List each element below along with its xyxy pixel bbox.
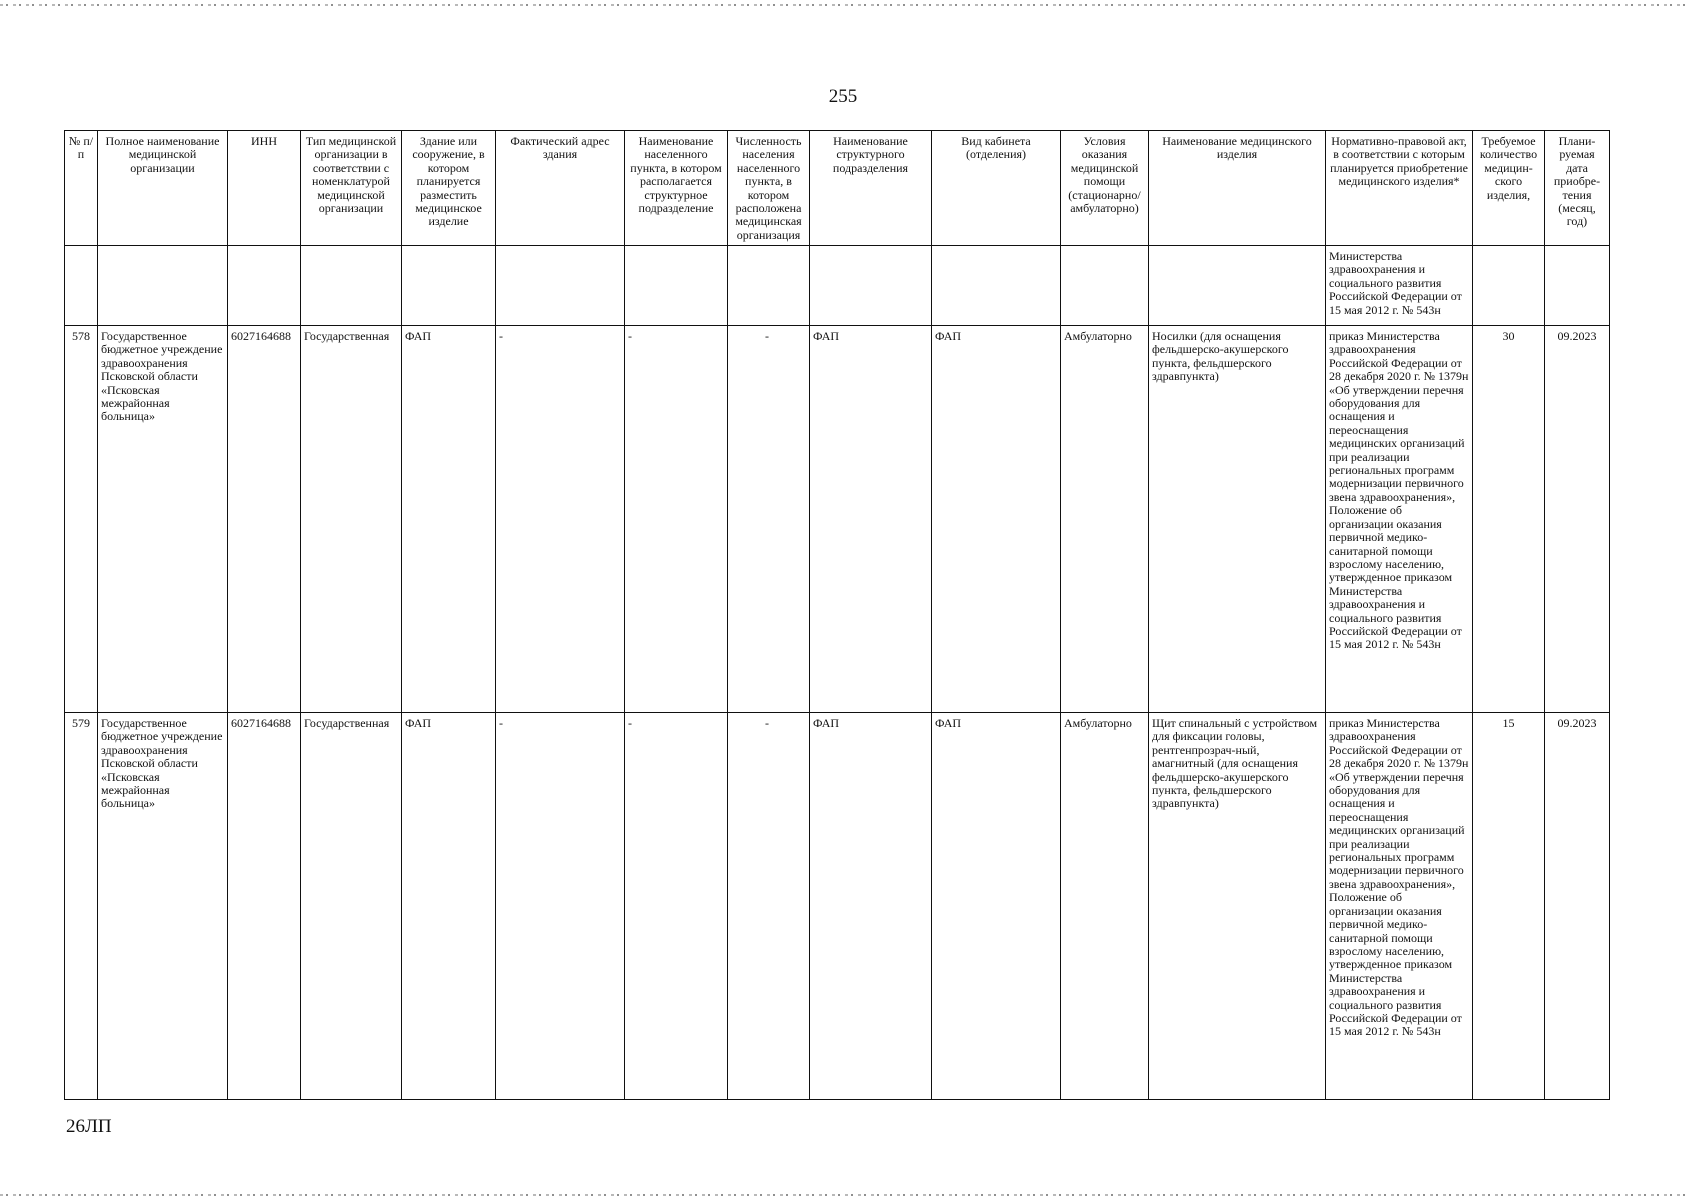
header-population: Численность населения населенного пункта, в котором расположена медицинская организация	[728, 131, 810, 246]
cell-inn: 6027164688	[228, 326, 301, 713]
cell-device: Носилки (для оснащения фельдшерско-акушерского пункта, фельдшерского здравпункта)	[1149, 326, 1326, 713]
cell-org: Государственное бюджетное учреждение здравоохранения Псковской области «Псковская межрайонная больница»	[98, 713, 228, 1100]
cell-unit: ФАП	[810, 326, 932, 713]
header-address: Фактический адрес здания	[496, 131, 625, 246]
cell-address: -	[496, 713, 625, 1100]
cell-num: 578	[65, 326, 98, 713]
cell-address: -	[496, 326, 625, 713]
header-quantity: Требуемое количество медицин-ского изделия,	[1473, 131, 1545, 246]
cell-locality: -	[625, 326, 728, 713]
header-building: Здание или сооружение, в котором планируется разместить медицинское изделие	[402, 131, 496, 246]
header-date: Плани-руемая дата приобре-тения (месяц, год)	[1545, 131, 1610, 246]
cell-date: 09.2023	[1545, 713, 1610, 1100]
cell-org: Государственное бюджетное учреждение здравоохранения Псковской области «Псковская межрайонная больница»	[98, 326, 228, 713]
cell-building: ФАП	[402, 713, 496, 1100]
cell-cabinet: ФАП	[932, 713, 1061, 1100]
cell-num: 579	[65, 713, 98, 1100]
cell-device: Щит спинальный с устройством для фиксации головы, рентгенпрозрач-ный, амагнитный (для оснащения фельдшерско-акушерского пункта, фельдшерского здравпункта)	[1149, 713, 1326, 1100]
cell-legal-act: приказ Министерства здравоохранения Российской Федерации от 28 декабря 2020 г. № 1379н «Об утверждении перечня оборудования для оснащения и переоснащения медицинских организаций при реализации региональных программ модернизации первичного звена здравоохранения», Положение об организации оказания первичной медико-санитарной помощи взрослому населению, утвержденное приказом Министерства здравоохранения и социального развития Российской Федерации от 15 мая 2012 г. № 543н	[1326, 713, 1473, 1100]
scan-bottom-edge	[0, 1194, 1686, 1196]
header-conditions: Условия оказания медицинской помощи (стационарно/ амбулаторно)	[1061, 131, 1149, 246]
cell-quantity: 30	[1473, 326, 1545, 713]
table-row-continuation	[65, 246, 1610, 326]
cell-type: Государственная	[301, 713, 402, 1100]
cell-building: ФАП	[402, 326, 496, 713]
header-org: Полное наименование медицинской организации	[98, 131, 228, 246]
document-code: 26ЛП	[66, 1116, 112, 1137]
page-number: 255	[828, 86, 858, 107]
table-header-row	[65, 131, 1610, 246]
cell-inn: 6027164688	[228, 713, 301, 1100]
cell-unit: ФАП	[810, 713, 932, 1100]
cell-locality: -	[625, 713, 728, 1100]
table-row	[65, 326, 1610, 713]
cell-date: 09.2023	[1545, 326, 1610, 713]
cell-legal-act: приказ Министерства здравоохранения Российской Федерации от 28 декабря 2020 г. № 1379н «Об утверждении перечня оборудования для оснащения и переоснащения медицинских организаций при реализации региональных программ модернизации первичного звена здравоохранения», Положение об организации оказания первичной медико-санитарной помощи взрослому населению, утвержденное приказом Министерства здравоохранения и социального развития Российской Федерации от 15 мая 2012 г. № 543н	[1326, 326, 1473, 713]
cell-conditions: Амбулаторно	[1061, 713, 1149, 1100]
header-type: Тип медицинской организации в соответствии с номенклатурой медицинской организации	[301, 131, 402, 246]
header-locality: Наименование населенного пункта, в котором располагается структурное подразделение	[625, 131, 728, 246]
continuation-legal-act: Министерства здравоохранения и социального развития Российской Федерации от 15 мая 2012 г. № 543н	[1326, 246, 1473, 326]
header-unit: Наименование структурного подразделения	[810, 131, 932, 246]
cell-cabinet: ФАП	[932, 326, 1061, 713]
table-row	[65, 713, 1610, 1100]
cell-quantity: 15	[1473, 713, 1545, 1100]
equipment-table	[64, 130, 1610, 1100]
cell-population: -	[728, 713, 810, 1100]
header-device: Наименование медицинского изделия	[1149, 131, 1326, 246]
header-legal-act: Нормативно-правовой акт, в соответствии с которым планируется приобретение медицинского изделия*	[1326, 131, 1473, 246]
header-inn: ИНН	[228, 131, 301, 246]
cell-conditions: Амбулаторно	[1061, 326, 1149, 713]
header-num: № п/п	[65, 131, 98, 246]
scan-top-edge	[0, 4, 1686, 6]
header-cabinet: Вид кабинета (отделения)	[932, 131, 1061, 246]
cell-population: -	[728, 326, 810, 713]
cell-type: Государственная	[301, 326, 402, 713]
